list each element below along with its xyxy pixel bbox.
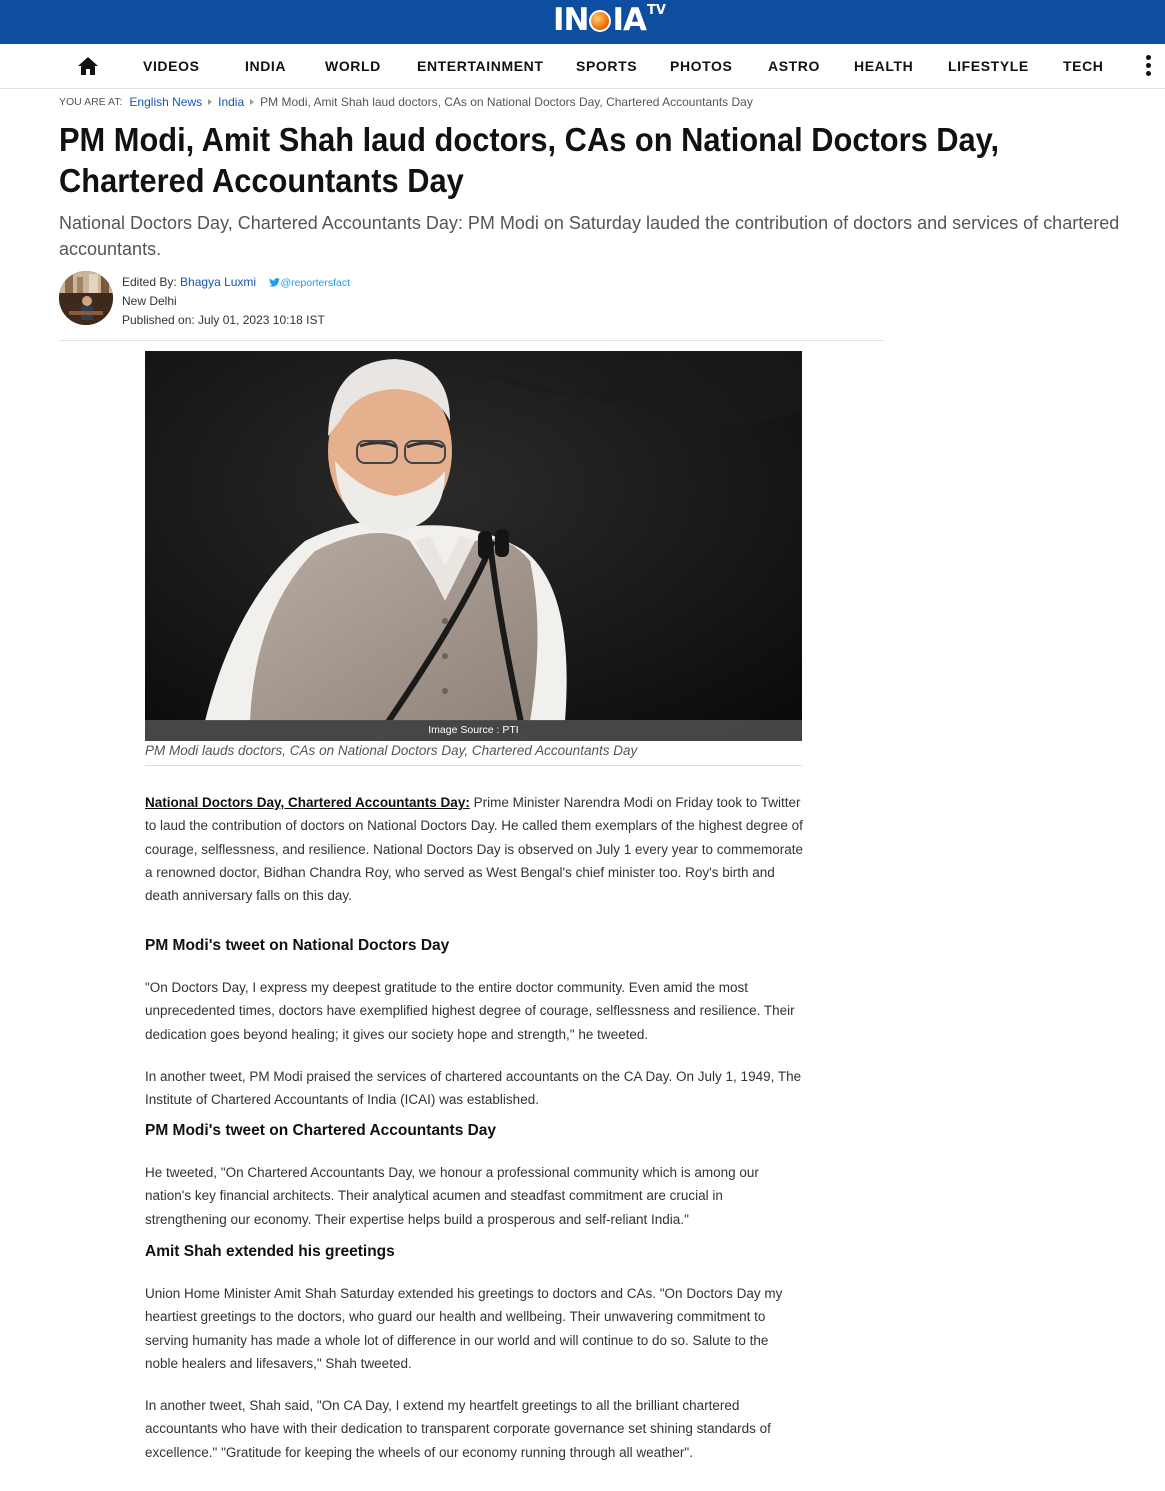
nav-item-photos[interactable]: PHOTOS — [670, 58, 733, 74]
nav-item-lifestyle[interactable]: LIFESTYLE — [948, 58, 1029, 74]
ca-quote-paragraph: He tweeted, "On Chartered Accountants Day, we honour a professional community which is among our nation's key financial architects. Their analytical acumen and steadfast commitment are crucial in strengthening our economy. Their expertise helps build a prosperous and self-reliant India." — [145, 1165, 759, 1227]
nav-item-sports[interactable]: SPORTS — [576, 58, 638, 74]
image-caption: PM Modi lauds doctors, CAs on National Doctors Day, Chartered Accountants Day — [145, 743, 638, 758]
twitter-handle-text: @reportersfact — [280, 277, 351, 289]
logo-text-ia: IA — [612, 2, 647, 38]
caption-divider — [145, 765, 802, 766]
breadcrumb-current: PM Modi, Amit Shah laud doctors, CAs on National Doctors Day, Chartered Accountants Day — [260, 95, 753, 109]
logo-wordmark — [553, 2, 646, 38]
editor-line — [122, 275, 350, 289]
article-title: PM Modi, Amit Shah laud doctors, CAs on National Doctors Day, Chartered Accountants Day — [59, 122, 1000, 200]
intro-text: Prime Minister Narendra Modi on Friday took to Twitter to laud the contribution of doctors on National Doctors Day. He called them exemplars of the highest degree of courage, selflessness, and resilience. National Doctors Day is observed on July 1 every year to commemorate a renowned doctor, Bidhan Chandra Roy, who served as West Bengal's chief minister too. Roy's birth and death anniversary falls on this day. — [145, 795, 804, 904]
intro-lead: National Doctors Day, Chartered Accountants Day: — [145, 795, 470, 810]
ca-intro-paragraph: In another tweet, PM Modi praised the services of chartered accountants on the CA Day. On July 1, 1949, The Institute of Chartered Accountants of India (ICAI) was established. — [145, 1069, 802, 1108]
editor-name-link[interactable]: Bhagya Luxmi — [180, 275, 257, 289]
subheading-doctors-day: PM Modi's tweet on National Doctors Day — [145, 937, 450, 954]
subheading-amit-shah: Amit Shah extended his greetings — [145, 1243, 395, 1260]
nav-item-india[interactable]: INDIA — [245, 58, 287, 74]
hero-image[interactable] — [145, 351, 802, 741]
nav-item-astro[interactable]: ASTRO — [768, 58, 820, 74]
editor-label: Edited By: — [122, 275, 177, 289]
main-nav — [0, 44, 1165, 89]
nav-item-tech[interactable]: TECH — [1063, 58, 1104, 74]
site-logo[interactable] — [553, 2, 666, 38]
breadcrumb-link-india[interactable]: India — [218, 95, 245, 109]
twitter-handle-link[interactable] — [269, 277, 350, 289]
intro-paragraph — [145, 791, 805, 907]
breadcrumb-label: YOU ARE AT: — [59, 96, 123, 108]
breadcrumb — [59, 95, 753, 109]
shah-paragraph-2: In another tweet, Shah said, "On CA Day, I extend my heartfelt greetings to all the brilliant chartered accountants who have with their dedication to transparent corporate governance set shining standards of excellence." "Gratitude for keeping the wheels of our economy running through all weather". — [145, 1398, 771, 1460]
shah-paragraph-1: Union Home Minister Amit Shah Saturday extended his greetings to doctors and CAs. "On Doctors Day my heartiest greetings to the doctors, who guard our health and wellbeing. Their unwavering commitment to serving humanity has made a whole lot of difference in our world and will continue to do so. Salute to the noble healers and lifesavers," Shah tweeted. — [145, 1286, 783, 1371]
subheading-ca-day: PM Modi's tweet on Chartered Accountants Day — [145, 1122, 497, 1139]
article-location: New Delhi — [122, 294, 177, 308]
breadcrumb-separator-icon — [208, 99, 212, 105]
logo-globe-icon — [589, 10, 611, 32]
doctors-quote-paragraph: "On Doctors Day, I express my deepest gratitude to the entire doctor community. Even amid the most unprecedented times, doctors have exemplified highest degree of courage, selflessness and resilience. Their dedication goes beyond healing; it gives our society hope and strength," he tweeted. — [145, 980, 795, 1042]
logo-text-in: IN — [553, 2, 589, 38]
breadcrumb-separator-icon — [250, 99, 254, 105]
more-vertical-icon[interactable] — [1138, 55, 1158, 79]
image-credit: Image Source : PTI — [145, 720, 802, 741]
logo-tv: TV — [647, 3, 666, 18]
editor-avatar[interactable] — [59, 271, 113, 325]
byline-divider — [59, 340, 884, 341]
nav-item-entertainment[interactable]: ENTERTAINMENT — [417, 58, 544, 74]
site-header — [0, 0, 1165, 44]
article-summary: National Doctors Day, Chartered Accountants Day: PM Modi on Saturday lauded the contribution of doctors and services of chartered accountants. — [59, 213, 1120, 259]
home-icon[interactable] — [78, 57, 98, 75]
nav-item-health[interactable]: HEALTH — [854, 58, 914, 74]
twitter-icon — [269, 278, 280, 287]
nav-item-videos[interactable]: VIDEOS — [143, 58, 200, 74]
breadcrumb-link-english-news[interactable]: English News — [129, 95, 203, 109]
published-date: Published on: July 01, 2023 10:18 IST — [122, 313, 325, 327]
nav-item-world[interactable]: WORLD — [325, 58, 381, 74]
